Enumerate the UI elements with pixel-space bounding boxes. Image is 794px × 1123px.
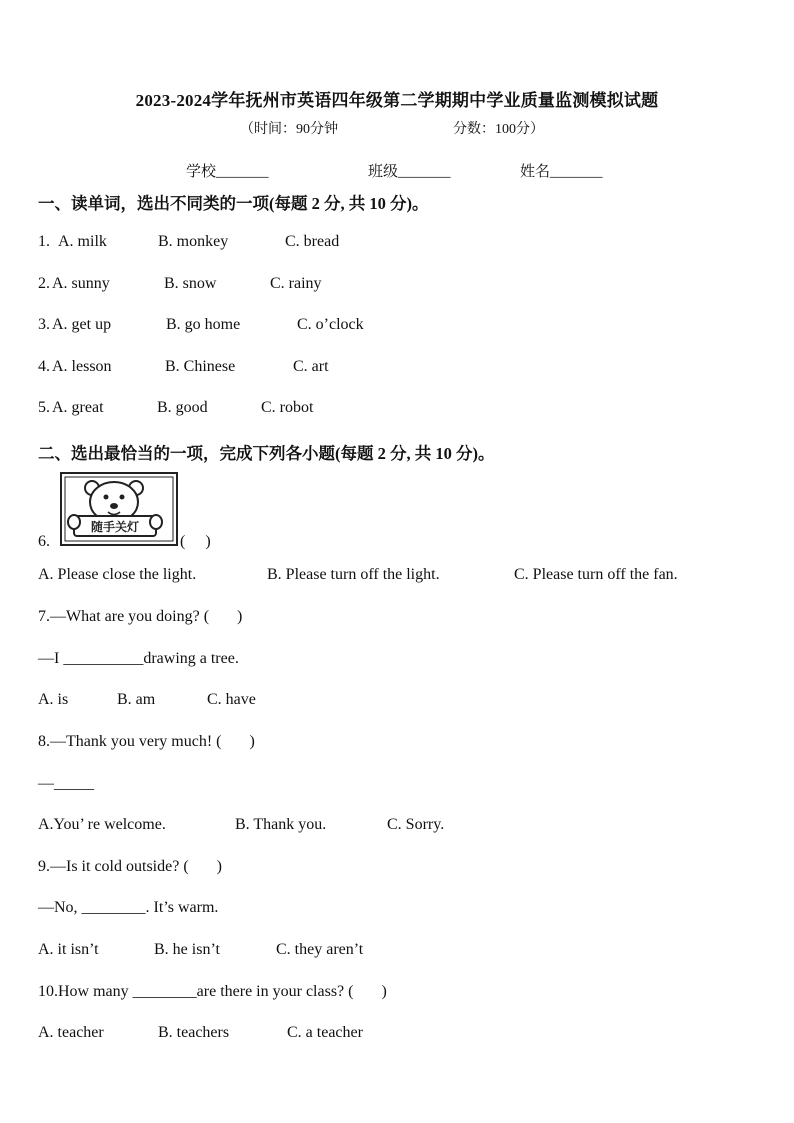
q1-option-a: A. milk bbox=[58, 233, 107, 250]
q8-question: 8.—Thank you very much! ( ) bbox=[38, 733, 255, 750]
section1-heading: 一、读单词，选出不同类的一项(每题 2 分, 共 10 分)。 bbox=[38, 194, 429, 213]
q4-number: 4. bbox=[38, 358, 50, 375]
q9-option-b: B. he isn’t bbox=[154, 941, 220, 958]
q6-option-a: A. Please close the light. bbox=[38, 566, 197, 583]
time-label: （时间：90分钟 bbox=[240, 122, 338, 137]
q1-option-c: C. bread bbox=[285, 233, 340, 250]
q8-option-b: B. Thank you. bbox=[235, 816, 327, 833]
q9-question: 9.—Is it cold outside? ( ) bbox=[38, 858, 222, 875]
q8-option-c: C. Sorry. bbox=[387, 816, 445, 833]
q5-number: 5. bbox=[38, 399, 50, 416]
q6-option-b: B. Please turn off the light. bbox=[267, 566, 440, 583]
section2-heading: 二、选出最恰当的一项，完成下列各小题(每题 2 分, 共 10 分)。 bbox=[38, 444, 495, 463]
q2-option-a: A. sunny bbox=[52, 275, 110, 292]
q4-option-b: B. Chinese bbox=[165, 358, 236, 375]
page-title: 2023-2024学年抚州市英语四年级第二学期期中学业质量监测模拟试题 bbox=[135, 91, 659, 110]
turn-off-light-sign-image bbox=[60, 472, 178, 546]
sign-text: 随手关灯 bbox=[90, 520, 140, 534]
q7-response: —I __________drawing a tree. bbox=[38, 650, 239, 667]
q3-option-b: B. go home bbox=[166, 316, 241, 333]
score-label: 分数：100分） bbox=[453, 122, 544, 137]
q4-option-c: C. art bbox=[293, 358, 329, 375]
q8-option-a: A.You’ re welcome. bbox=[38, 816, 166, 833]
q7-option-c: C. have bbox=[207, 691, 256, 708]
q6-answer-paren: ( ) bbox=[180, 533, 211, 550]
q3-option-a: A. get up bbox=[52, 316, 112, 333]
q3-option-c: C. o’clock bbox=[297, 316, 364, 333]
q5-option-a: A. great bbox=[52, 399, 104, 416]
q5-option-b: B. good bbox=[157, 399, 208, 416]
q6-number: 6. bbox=[38, 533, 50, 550]
q10-question: 10.How many ________are there in your class? ( ) bbox=[38, 983, 387, 1000]
q5-option-c: C. robot bbox=[261, 399, 314, 416]
q2-option-c: C. rainy bbox=[270, 275, 322, 292]
class-field: 班级_______ bbox=[368, 164, 451, 180]
q1-option-b: B. monkey bbox=[158, 233, 229, 250]
q6-option-c: C. Please turn off the fan. bbox=[514, 566, 678, 583]
q1-number: 1. bbox=[38, 233, 54, 250]
q10-option-c: C. a teacher bbox=[287, 1024, 363, 1041]
q4-option-a: A. lesson bbox=[52, 358, 112, 375]
q3-number: 3. bbox=[38, 316, 50, 333]
q9-response: —No, ________. It’s warm. bbox=[38, 899, 219, 916]
q8-response: —_____ bbox=[38, 775, 94, 792]
name-field: 姓名_______ bbox=[520, 164, 603, 180]
q10-option-a: A. teacher bbox=[38, 1024, 104, 1041]
q9-option-c: C. they aren’t bbox=[276, 941, 364, 958]
q7-option-b: B. am bbox=[117, 691, 156, 708]
school-field: 学校_______ bbox=[186, 164, 269, 180]
q7-option-a: A. is bbox=[38, 691, 69, 708]
q2-option-b: B. snow bbox=[164, 275, 217, 292]
q7-question: 7.—What are you doing? ( ) bbox=[38, 608, 243, 625]
q9-option-a: A. it isn’t bbox=[38, 941, 99, 958]
q10-option-b: B. teachers bbox=[158, 1024, 230, 1041]
q2-number: 2. bbox=[38, 275, 50, 292]
